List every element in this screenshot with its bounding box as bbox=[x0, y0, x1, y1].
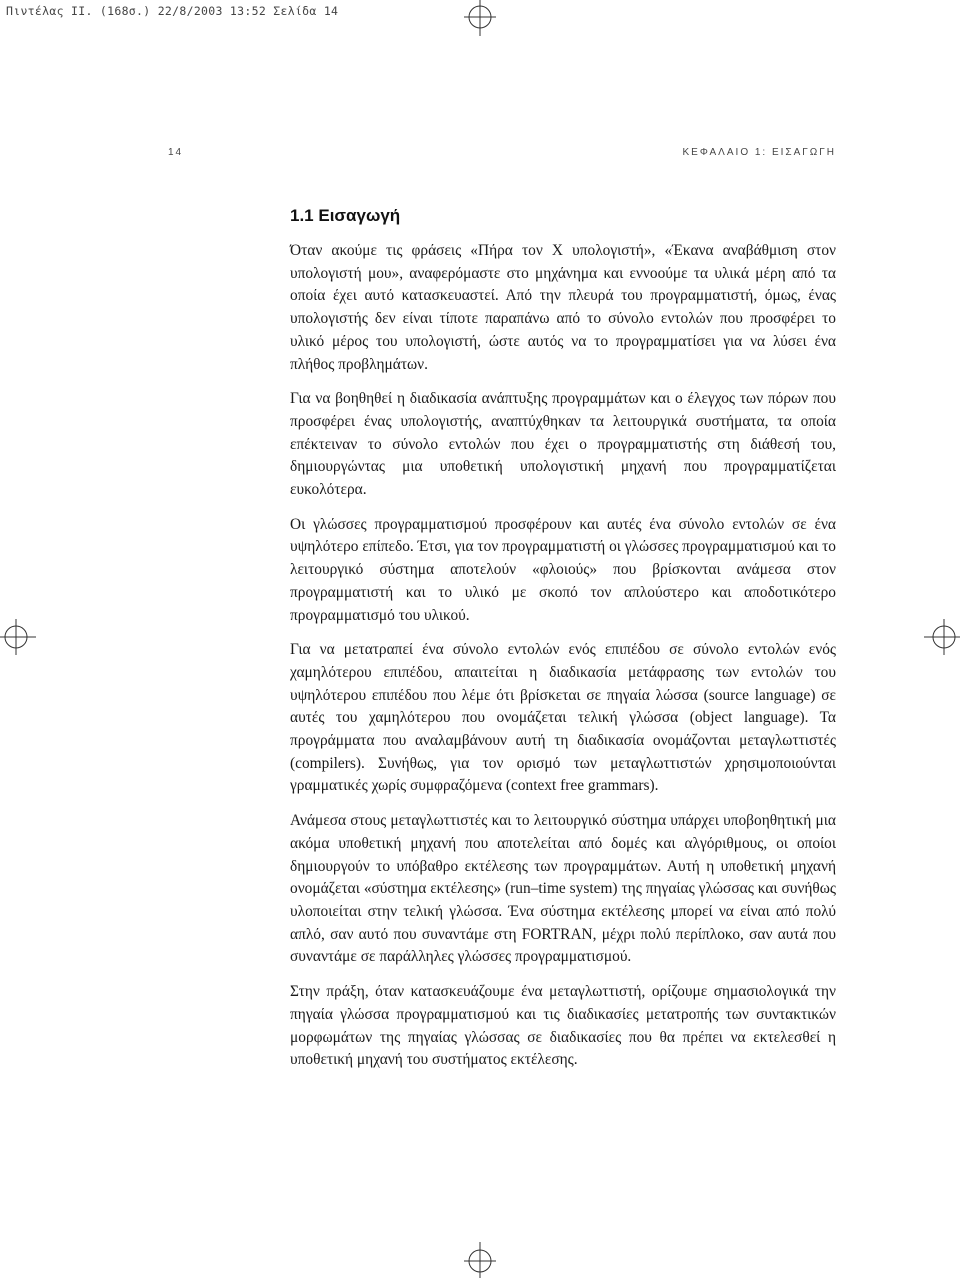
page-body bbox=[290, 206, 836, 1084]
paragraph: Όταν ακούμε τις φράσεις «Πήρα τον Χ υπολογιστή», «Έκανα αναβάθμιση στον υπολογιστή μου», αναφερόμαστε στο μηχάνημα και εννοούμε τα υλικά μέρη από τα οποία έχει αυτό κατασκευαστεί. Από την πλευρά του προγραμματιστή, όμως, ένας υπολογιστής δεν είναι τίποτε παραπάνω από το σύνολο εντολών που προσφέρει το υλικό μέρος του υπολογιστή, ώστε αυτός να το προγραμματίσει για να λύσει ένα πλήθος προβλημάτων. bbox=[290, 242, 836, 373]
paragraph: Στην πράξη, όταν κατασκευάζουμε ένα μεταγλωττιστή, ορίζουμε σημασιολογικά την πηγαία γλώσσα προγραμματισμού και τις διαδικασίες μετατροπής των συντακτικών μορφωμάτων της πηγαίας γλώσσας σε διαδικασίες που θα πρέπει να εκτελεσθεί η υποθετική μηχανή του συστήματος εκτέλεσης. bbox=[290, 983, 836, 1069]
section-title: 1.1 Εισαγωγή bbox=[290, 206, 401, 225]
registration-mark-bottom bbox=[461, 1240, 499, 1278]
running-head bbox=[168, 147, 836, 158]
registration-mark-left bbox=[0, 617, 38, 657]
paragraph: Ανάμεσα στους μεταγλωττιστές και το λειτουργικό σύστημα υπάρχει υποβοηθητική μια ακόμα υποθετική μηχανή που αποτελείται από δομές και αλγόριθμους, οι οποίοι δημιουργούν το υπόβαθρο εκτέλεσης των προγραμμάτων. Αυτή η υποθετική μηχανή ονομάζεται «σύστημα εκτέλεσης» (run–time system) της πηγαίας γλώσσας και συνήθως υλοποιείται στην τελική γλώσσα. Ένα σύστημα εκτέλεσης μπορεί να είναι από πολύ απλό, σαν αυτό που συναντάμε στη FORTRAN, μέχρι πολύ περίπλοκο, σαν αυτά που συναντάμε σε παράλληλες γλώσσες προγραμματισμού. bbox=[290, 812, 836, 966]
registration-mark-right bbox=[922, 617, 960, 657]
page-number: 14 bbox=[168, 147, 184, 158]
chapter-title: ΚΕΦΑΛΑΙΟ 1: ΕΙΣΑΓΩΓΗ bbox=[682, 147, 836, 158]
paragraph: Οι γλώσσες προγραμματισμού προσφέρουν και αυτές ένα σύνολο εντολών σε ένα υψηλότερο επίπεδο. Έτσι, για τον προγραμματιστή οι γλώσσες προγραμματισμού και το λειτουργικό σύστημα αποτελούν «φλοιούς» που βρίσκονται ανάμεσα στον προγραμματιστή και το υλικό με σκοπό τον απλούστερο και αποδοτικότερο προγραμματισμό του υλικού. bbox=[290, 515, 836, 624]
paragraph: Για να μετατραπεί ένα σύνολο εντολών ενός επιπέδου σε σύνολο εντολών ενός χαμηλότερου επιπέδου, απαιτείται η διαδικασία μετάφρασης των εντολών του υψηλότερου επιπέδου που λέμε ότι βρίσκεται σε πηγαία λώσσα (source language) σε αυτές του χαμηλότερου που ονομάζεται τελική γλώσσα (object language). Τα προγράμματα που αναλαμβάνουν αυτή τη διαδικασία ονομάζονται μεταγλωττιστές (compilers). Συνήθως, για τον ορισμό των μεταγλωττιστών χρησιμοποιούνται γραμματικές χωρίς συμφραζόμενα (context free grammars). bbox=[290, 641, 836, 795]
registration-mark-top bbox=[461, 0, 499, 38]
print-slug: Πιντέλας ΙΙ. (168σ.) 22/8/2003 13:52 Σελίδα 14 bbox=[6, 4, 339, 18]
paragraph: Για να βοηθηθεί η διαδικασία ανάπτυξης προγραμμάτων και ο έλεγχος των πόρων που προσφέρει ένας υπολογιστής, αναπτύχθηκαν τα λειτουργικά συστήματα, τα οποία επέκτειναν το σύνολο εντολών που έχει ο προγραμματιστής στη διάθεσή του, δημιουργώντας μια υποθετική υπολογιστική μηχανή που προγραμματίζεται ευκολότερα. bbox=[290, 390, 836, 499]
